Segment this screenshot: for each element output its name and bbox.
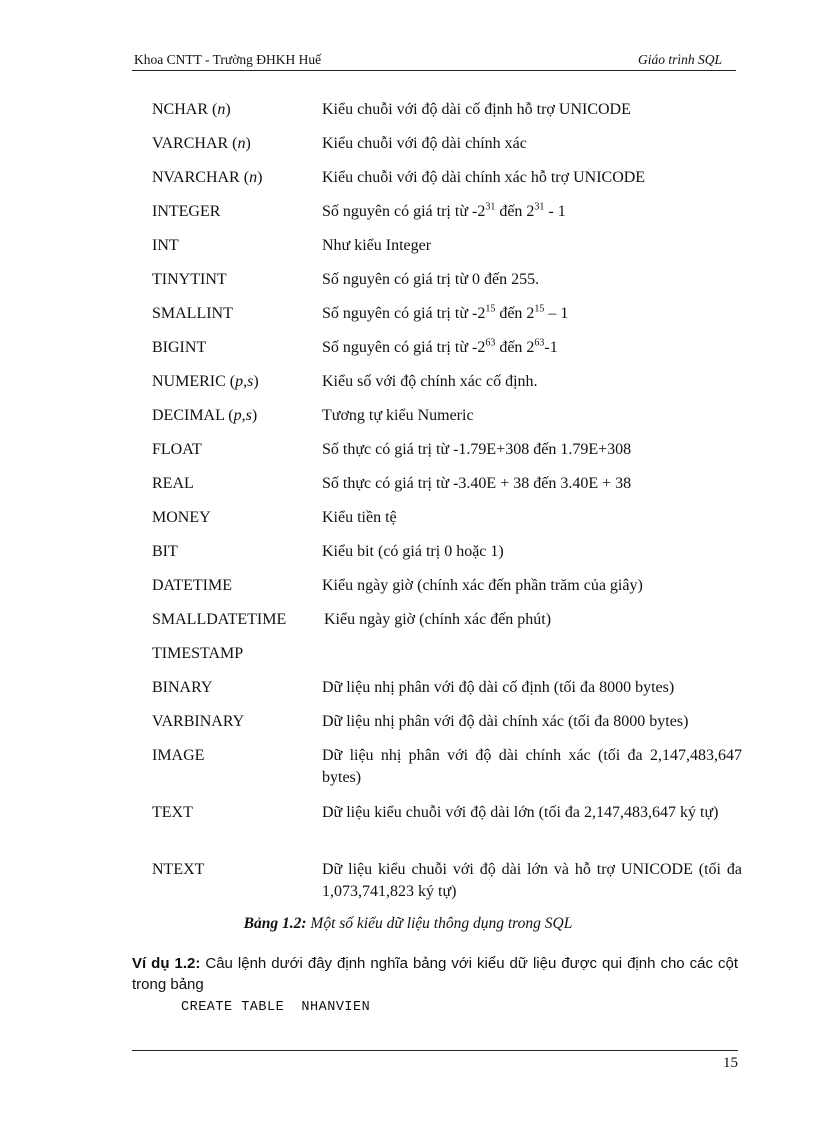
page-number: 15 <box>723 1055 738 1071</box>
type-description: Số nguyên có giá trị từ $-2^{31}$ đến $2^{31} - 1$ <box>322 201 566 220</box>
type-description: Số thực có giá trị từ -1.79E+308 đến 1.79E+308 <box>322 441 632 458</box>
page-header <box>132 52 736 71</box>
type-name: NTEXT <box>152 861 205 878</box>
type-description: Kiểu bit (có giá trị 0 hoặc 1) <box>322 543 504 560</box>
type-description: Kiểu số với độ chính xác cố định. <box>322 373 538 390</box>
type-description: Dữ liệu kiểu chuỗi với độ dài lớn (tối đa 2,147,483,647 ký tự) <box>322 804 719 821</box>
type-description: Kiểu ngày giờ (chính xác đến phút) <box>324 611 552 628</box>
caption-text: Một số kiểu dữ liệu thông dụng trong SQL <box>306 915 573 932</box>
type-name: VARCHAR (n) <box>152 135 251 152</box>
example-label: Ví dụ 1.2: <box>132 955 201 972</box>
type-name: BIGINT <box>152 339 207 356</box>
type-name: SMALLINT <box>152 305 233 322</box>
type-name: INT <box>152 237 179 254</box>
type-description: Kiểu chuỗi với độ dài chính xác <box>322 135 527 152</box>
type-description: Dữ liệu nhị phân với độ dài cố định (tối đa 8000 bytes) <box>322 679 675 696</box>
type-description: Dữ liệu nhị phân với độ dài chính xác (tối đa 8000 bytes) <box>322 713 689 730</box>
type-description: Số nguyên có giá trị từ $-2^{63}$ đến $2^{63}-1$ <box>322 337 558 356</box>
type-description: Kiểu chuỗi với độ dài cố định hỗ trợ UNICODE <box>322 101 631 118</box>
footer-divider <box>132 1050 738 1051</box>
type-description: Kiểu chuỗi với độ dài chính xác hỗ trợ UNICODE <box>322 169 646 186</box>
type-description: Tương tự kiểu Numeric <box>322 407 474 424</box>
type-description: Như kiểu Integer <box>322 237 432 254</box>
table-caption <box>0 915 816 933</box>
type-name: NUMERIC (p,s) <box>152 373 259 390</box>
type-name: FLOAT <box>152 441 202 458</box>
type-name: DATETIME <box>152 577 232 594</box>
header-left: Khoa CNTT - Trường ĐHKH Huế <box>134 52 322 67</box>
type-name: REAL <box>152 475 194 492</box>
example-text: Câu lệnh dưới đây định nghĩa bảng với kiểu dữ liệu được qui định cho các cột trong bảng <box>132 955 738 993</box>
type-name: BINARY <box>152 679 213 696</box>
type-description: Kiểu ngày giờ (chính xác đến phần trăm của giây) <box>322 577 643 594</box>
type-description: Số nguyên có giá trị từ $-2^{15}$ đến $2^{15} - 1$ <box>322 303 569 322</box>
type-name: BIT <box>152 543 178 560</box>
code-snippet: CREATE TABLE NHANVIEN <box>181 1000 371 1015</box>
type-name: VARBINARY <box>152 713 245 730</box>
header-right: Giáo trình SQL <box>637 52 722 67</box>
type-name: TEXT <box>152 804 193 821</box>
type-description: Số thực có giá trị từ -3.40E + 38 đến 3.40E + 38 <box>322 475 632 492</box>
type-description: Dữ liệu nhị phân với độ dài chính xác (tối đa 2,147,483,647 bytes) <box>322 747 742 786</box>
caption-label: Bảng 1.2: <box>243 915 307 932</box>
type-description: Số nguyên có giá trị từ 0 đến 255. <box>322 271 540 288</box>
type-name: IMAGE <box>152 747 205 764</box>
type-name: TINYTINT <box>152 271 227 288</box>
type-description: Kiểu tiền tệ <box>322 509 397 526</box>
type-name: SMALLDATETIME <box>152 611 287 628</box>
type-name: TIMESTAMP <box>152 645 244 662</box>
type-name: INTEGER <box>152 203 221 220</box>
type-description: Dữ liệu kiểu chuỗi với độ dài lớn và hỗ trợ UNICODE (tối đa 1,073,741,823 ký tự) <box>322 861 742 900</box>
type-name: NCHAR (n) <box>152 101 231 118</box>
type-name: NVARCHAR (n) <box>152 169 263 186</box>
type-name: MONEY <box>152 509 211 526</box>
example-paragraph <box>132 953 738 995</box>
type-name: DECIMAL (p,s) <box>152 407 258 424</box>
